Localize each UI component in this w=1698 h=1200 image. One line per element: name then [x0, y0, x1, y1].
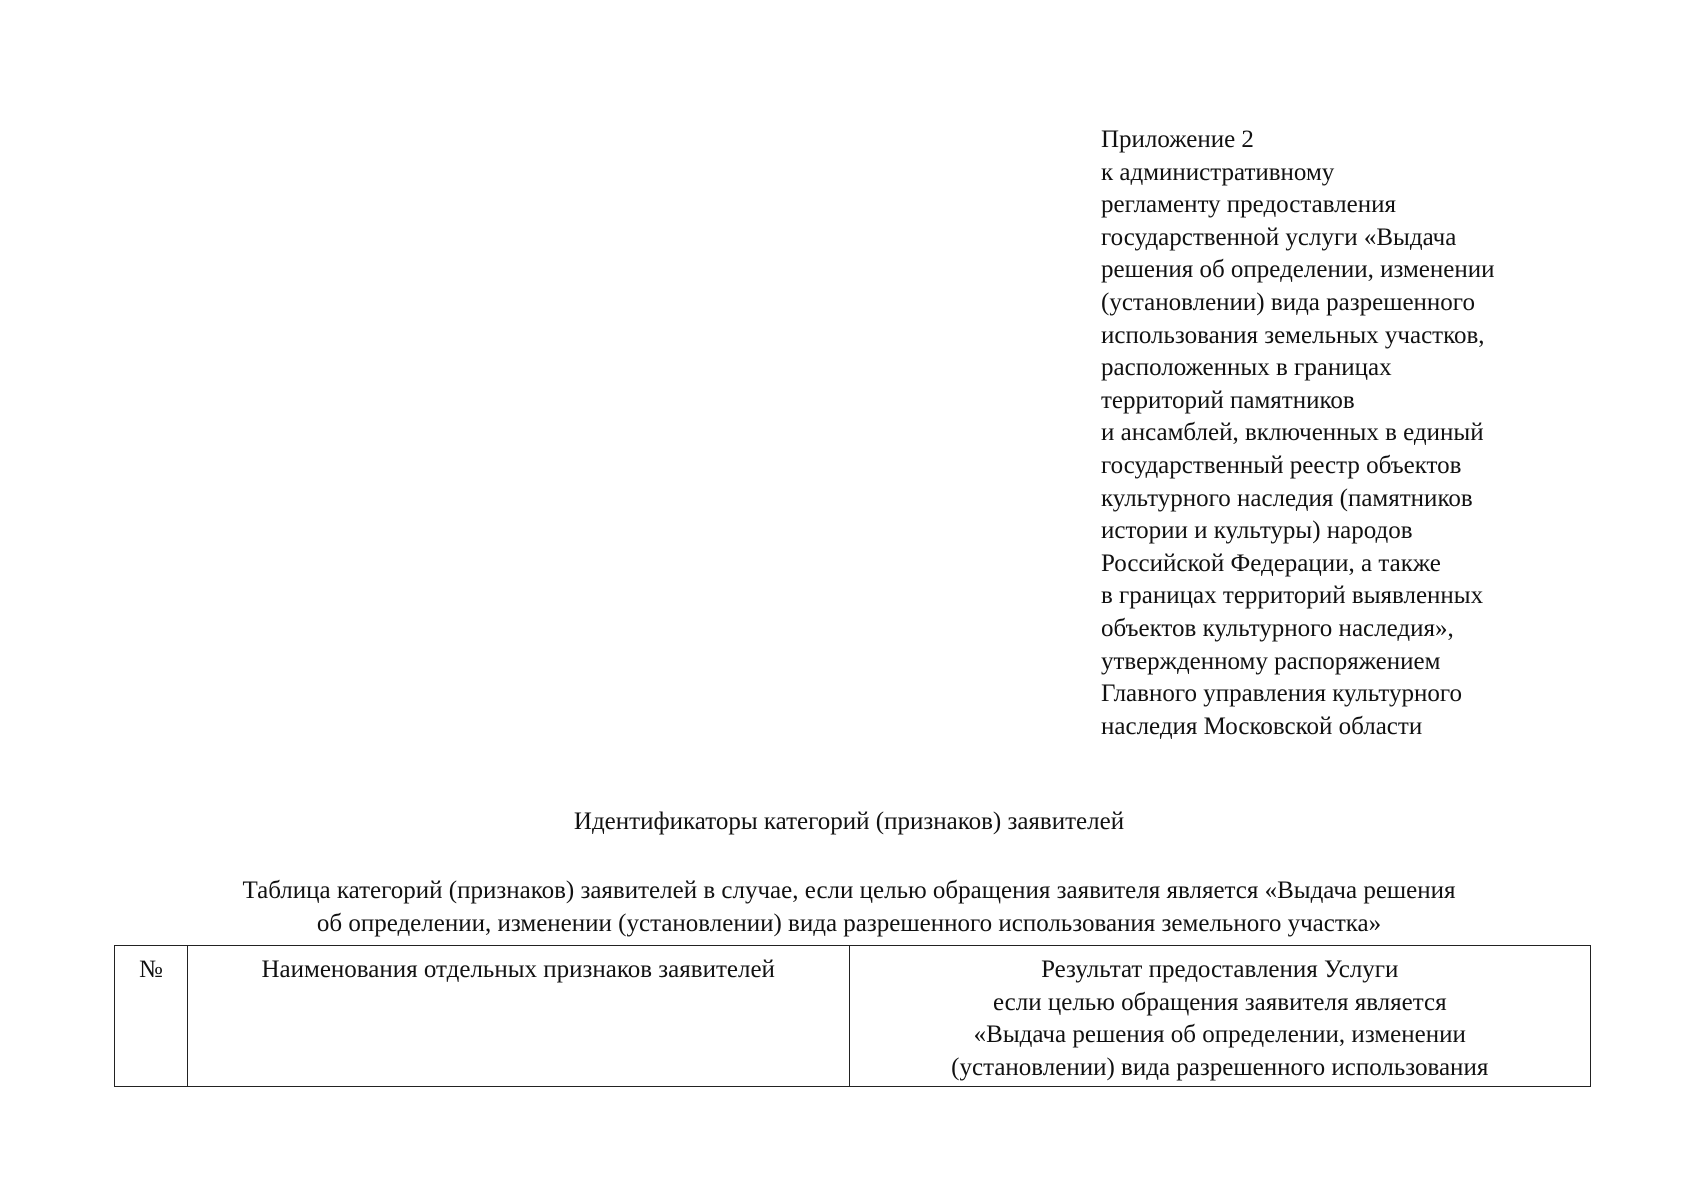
categories-table	[114, 945, 1591, 1087]
appendix-line: (установлении) вида разрешенного	[1101, 288, 1475, 316]
appendix-line: утвержденному распоряжением	[1101, 647, 1441, 675]
appendix-line: Российской Федерации, а также	[1101, 549, 1441, 577]
appendix-line: к административному	[1101, 158, 1335, 186]
header-result-line: «Выдача решения об определении, изменении	[973, 1021, 1466, 1048]
table-caption	[0, 875, 1698, 940]
appendix-line: Приложение 2	[1101, 126, 1254, 153]
appendix-line: решения об определении, изменении	[1101, 256, 1495, 284]
header-result	[849, 946, 1590, 1087]
header-name	[187, 946, 849, 1087]
appendix-line: использования земельных участков,	[1101, 321, 1485, 349]
header-result-line: Результат предоставления Услуги	[1041, 956, 1399, 983]
header-result-line: (установлении) вида разрешенного использования	[951, 1053, 1489, 1081]
appendix-line: объектов культурного наследия»,	[1101, 614, 1454, 642]
appendix-line: и ансамблей, включенных в единый	[1101, 419, 1484, 447]
table-caption-line: об определении, изменении (установлении) вида разрешенного использования земельного участка»	[316, 909, 1382, 937]
header-result-line: если целью обращения заявителя является	[992, 988, 1447, 1016]
appendix-line: в границах территорий выявленных	[1101, 582, 1484, 610]
document-title: Идентификаторы категорий (признаков) заявителей	[573, 808, 1125, 835]
appendix-line: расположенных в границах	[1101, 354, 1392, 382]
appendix-line: Главного управления культурного	[1101, 680, 1462, 708]
table-caption-line: Таблица категорий (признаков) заявителей в случае, если целью обращения заявителя является «Выдача решения	[242, 877, 1456, 904]
header-number-label: №	[139, 956, 163, 983]
table-header-row	[115, 946, 1591, 1087]
appendix-line: государственный реестр объектов	[1101, 451, 1462, 479]
header-number	[115, 946, 188, 1087]
appendix-line: регламенту предоставления	[1101, 191, 1397, 219]
header-name-label: Наименования отдельных признаков заявителей	[261, 956, 775, 983]
appendix-line: культурного наследия (памятников	[1101, 484, 1473, 512]
appendix-line: государственной услуги «Выдача	[1101, 223, 1457, 251]
appendix-line: наследия Московской области	[1101, 712, 1423, 740]
appendix-header	[1101, 124, 1661, 743]
appendix-line: территорий памятников	[1101, 386, 1355, 414]
appendix-line: истории и культуры) народов	[1101, 517, 1413, 545]
